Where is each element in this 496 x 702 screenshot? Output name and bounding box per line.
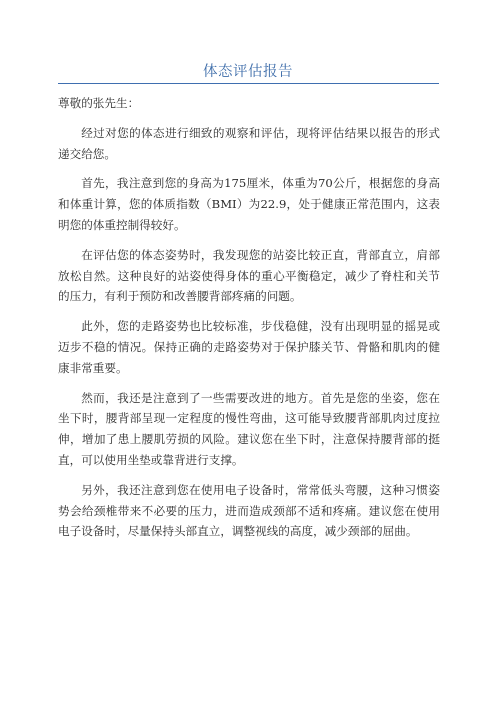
paragraph-intro: 经过对您的体态进行细致的观察和评估，现将评估结果以报告的形式递交给您。 (58, 125, 440, 161)
paragraph-walking-posture: 此外，您的走路姿势也比较标准，步伐稳健，没有出现明显的摇晃或迈步不稳的情况。保持正确的走路姿势对于保护膝关节、骨骼和肌肉的健康非常重要。 (58, 319, 440, 375)
paragraph-standing-posture: 在评估您的体态姿势时，我发现您的站姿比较正直，背部直立，肩部放松自然。这种良好的站姿使得身体的重心平衡稳定，减少了脊柱和关节的压力，有利于预防和改善腰背部疼痛的问题。 (58, 247, 440, 304)
greeting-line: 尊敬的张先生： (58, 96, 140, 110)
paragraph-bmi: 首先，我注意到您的身高为175厘米，体重为70公斤，根据您的身高和体重计算，您的体质指数（BMI）为22.9，处于健康正常范围内，这表明您的体重控制得较好。 (58, 176, 440, 232)
report-body (58, 93, 440, 551)
page-title: 体态评估报告 (203, 64, 293, 80)
title-underline (58, 83, 439, 84)
paragraph-sitting-posture: 然而，我还是注意到了一些需要改进的地方。首先是您的坐姿，您在坐下时，腰背部呈现一定程度的慢性弯曲，这可能导致腰背部肌肉过度拉伸，增加了患上腰肌劳损的风险。建议您在坐下时，注意保持腰背部的挺直，可以使用坐垫或靠背进行支撑。 (58, 390, 440, 467)
paragraph-device-posture: 另外，我还注意到您在使用电子设备时，常常低头弯腰，这种习惯姿势会给颈椎带来不必要的压力，进而造成颈部不适和疼痛。建议您在使用电子设备时，尽量保持头部直立，调整视线的高度，减少颈部的屈曲。 (58, 482, 440, 539)
